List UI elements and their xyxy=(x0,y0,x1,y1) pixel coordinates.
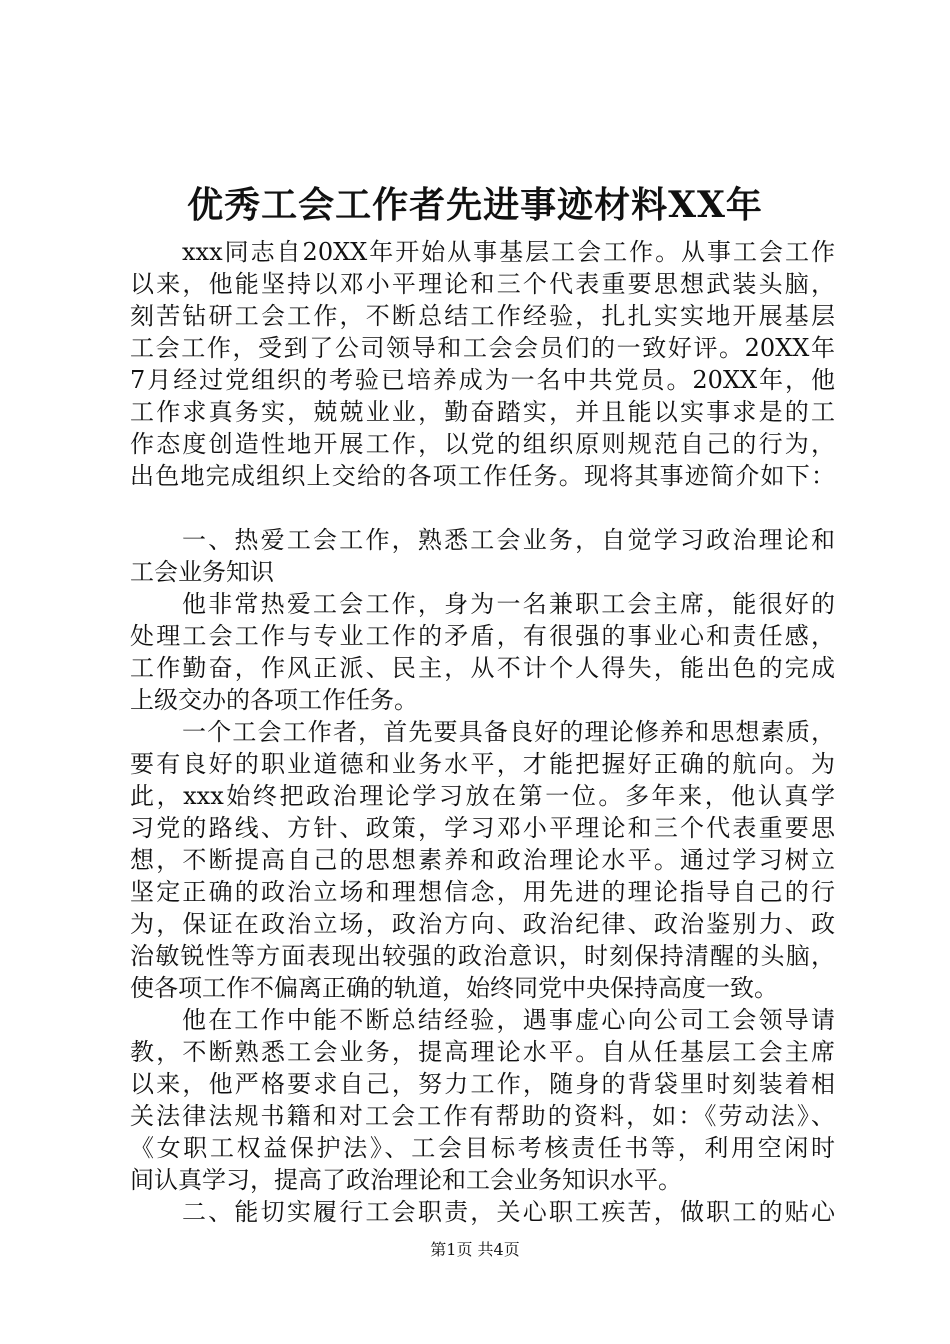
paragraph-line: 为，保证在政治立场，政治方向、政治纪律、政治鉴别力、政 xyxy=(130,910,835,938)
section-heading-line: 二、能切实履行工会职责，关心职工疾苦，做职工的贴心 xyxy=(182,1198,835,1226)
paragraph-line: 处理工会工作与专业工作的矛盾，有很强的事业心和责任感， xyxy=(130,622,835,650)
paragraph-line: 治敏锐性等方面表现出较强的政治意识，时刻保持清醒的头脑， xyxy=(130,942,835,970)
paragraph-line: 作态度创造性地开展工作，以党的组织原则规范自己的行为， xyxy=(130,430,835,458)
paragraph-line: 此，xxx始终把政治理论学习放在第一位。多年来，他认真学 xyxy=(130,782,835,810)
paragraph-line: 想，不断提高自己的思想素养和政治理论水平。通过学习树立 xyxy=(130,846,835,874)
paragraph-line: 习党的路线、方针、政策，学习邓小平理论和三个代表重要思 xyxy=(130,814,835,842)
page-number-footer: 第1页 共4页 xyxy=(430,1240,520,1259)
paragraph-line: 坚定正确的政治立场和理想信念，用先进的理论指导自己的行 xyxy=(130,878,835,906)
paragraph-line: 他在工作中能不断总结经验，遇事虚心向公司工会领导请 xyxy=(182,1006,835,1034)
paragraph-line: 关法律法规书籍和对工会工作有帮助的资料，如：《劳动法》、 xyxy=(130,1102,835,1130)
paragraph-line: 工作勤奋，作风正派、民主，从不计个人得失，能出色的完成 xyxy=(130,654,835,682)
document-body xyxy=(130,236,835,1228)
blank-line xyxy=(130,492,835,524)
paragraph-line: 一个工会工作者，首先要具备良好的理论修养和思想素质， xyxy=(182,718,835,746)
paragraph-line: 以来，他严格要求自己，努力工作，随身的背袋里时刻装着相 xyxy=(130,1070,835,1098)
paragraph-line: 他非常热爱工会工作，身为一名兼职工会主席，能很好的 xyxy=(182,590,835,618)
paragraph-line: 出色地完成组织上交给的各项工作任务。现将其事迹简介如下： xyxy=(130,462,835,490)
paragraph-line: 使各项工作不偏离正确的轨道，始终同党中央保持高度一致。 xyxy=(130,974,778,1002)
section-heading-line: 一、热爱工会工作，熟悉工会业务，自觉学习政治理论和 xyxy=(182,526,835,554)
paragraph-line: 工会工作，受到了公司领导和工会会员们的一致好评。20XX年 xyxy=(130,334,835,362)
paragraph-line: 7月经过党组织的考验已培养成为一名中共党员。20XX年，他 xyxy=(130,366,835,394)
paragraph-line: 间认真学习，提高了政治理论和工会业务知识水平。 xyxy=(130,1166,682,1194)
section-heading-line: 工会业务知识 xyxy=(130,558,274,586)
document-title: 优秀工会工作者先进事迹材料XX年 xyxy=(187,184,763,226)
paragraph-line: 上级交办的各项工作任务。 xyxy=(130,686,418,714)
paragraph-line: 刻苦钻研工会工作，不断总结工作经验，扎扎实实地开展基层 xyxy=(130,302,835,330)
paragraph-line: xxx同志自20XX年开始从事基层工会工作。从事工会工作 xyxy=(182,238,835,266)
paragraph-line: 以来，他能坚持以邓小平理论和三个代表重要思想武装头脑， xyxy=(130,270,835,298)
paragraph-line: 《女职工权益保护法》、工会目标考核责任书等，利用空闲时 xyxy=(130,1134,835,1162)
paragraph-line: 工作求真务实，兢兢业业，勤奋踏实，并且能以实事求是的工 xyxy=(130,398,835,426)
paragraph-line: 要有良好的职业道德和业务水平，才能把握好正确的航向。为 xyxy=(130,750,835,778)
paragraph-line: 教，不断熟悉工会业务，提高理论水平。自从任基层工会主席 xyxy=(130,1038,835,1066)
